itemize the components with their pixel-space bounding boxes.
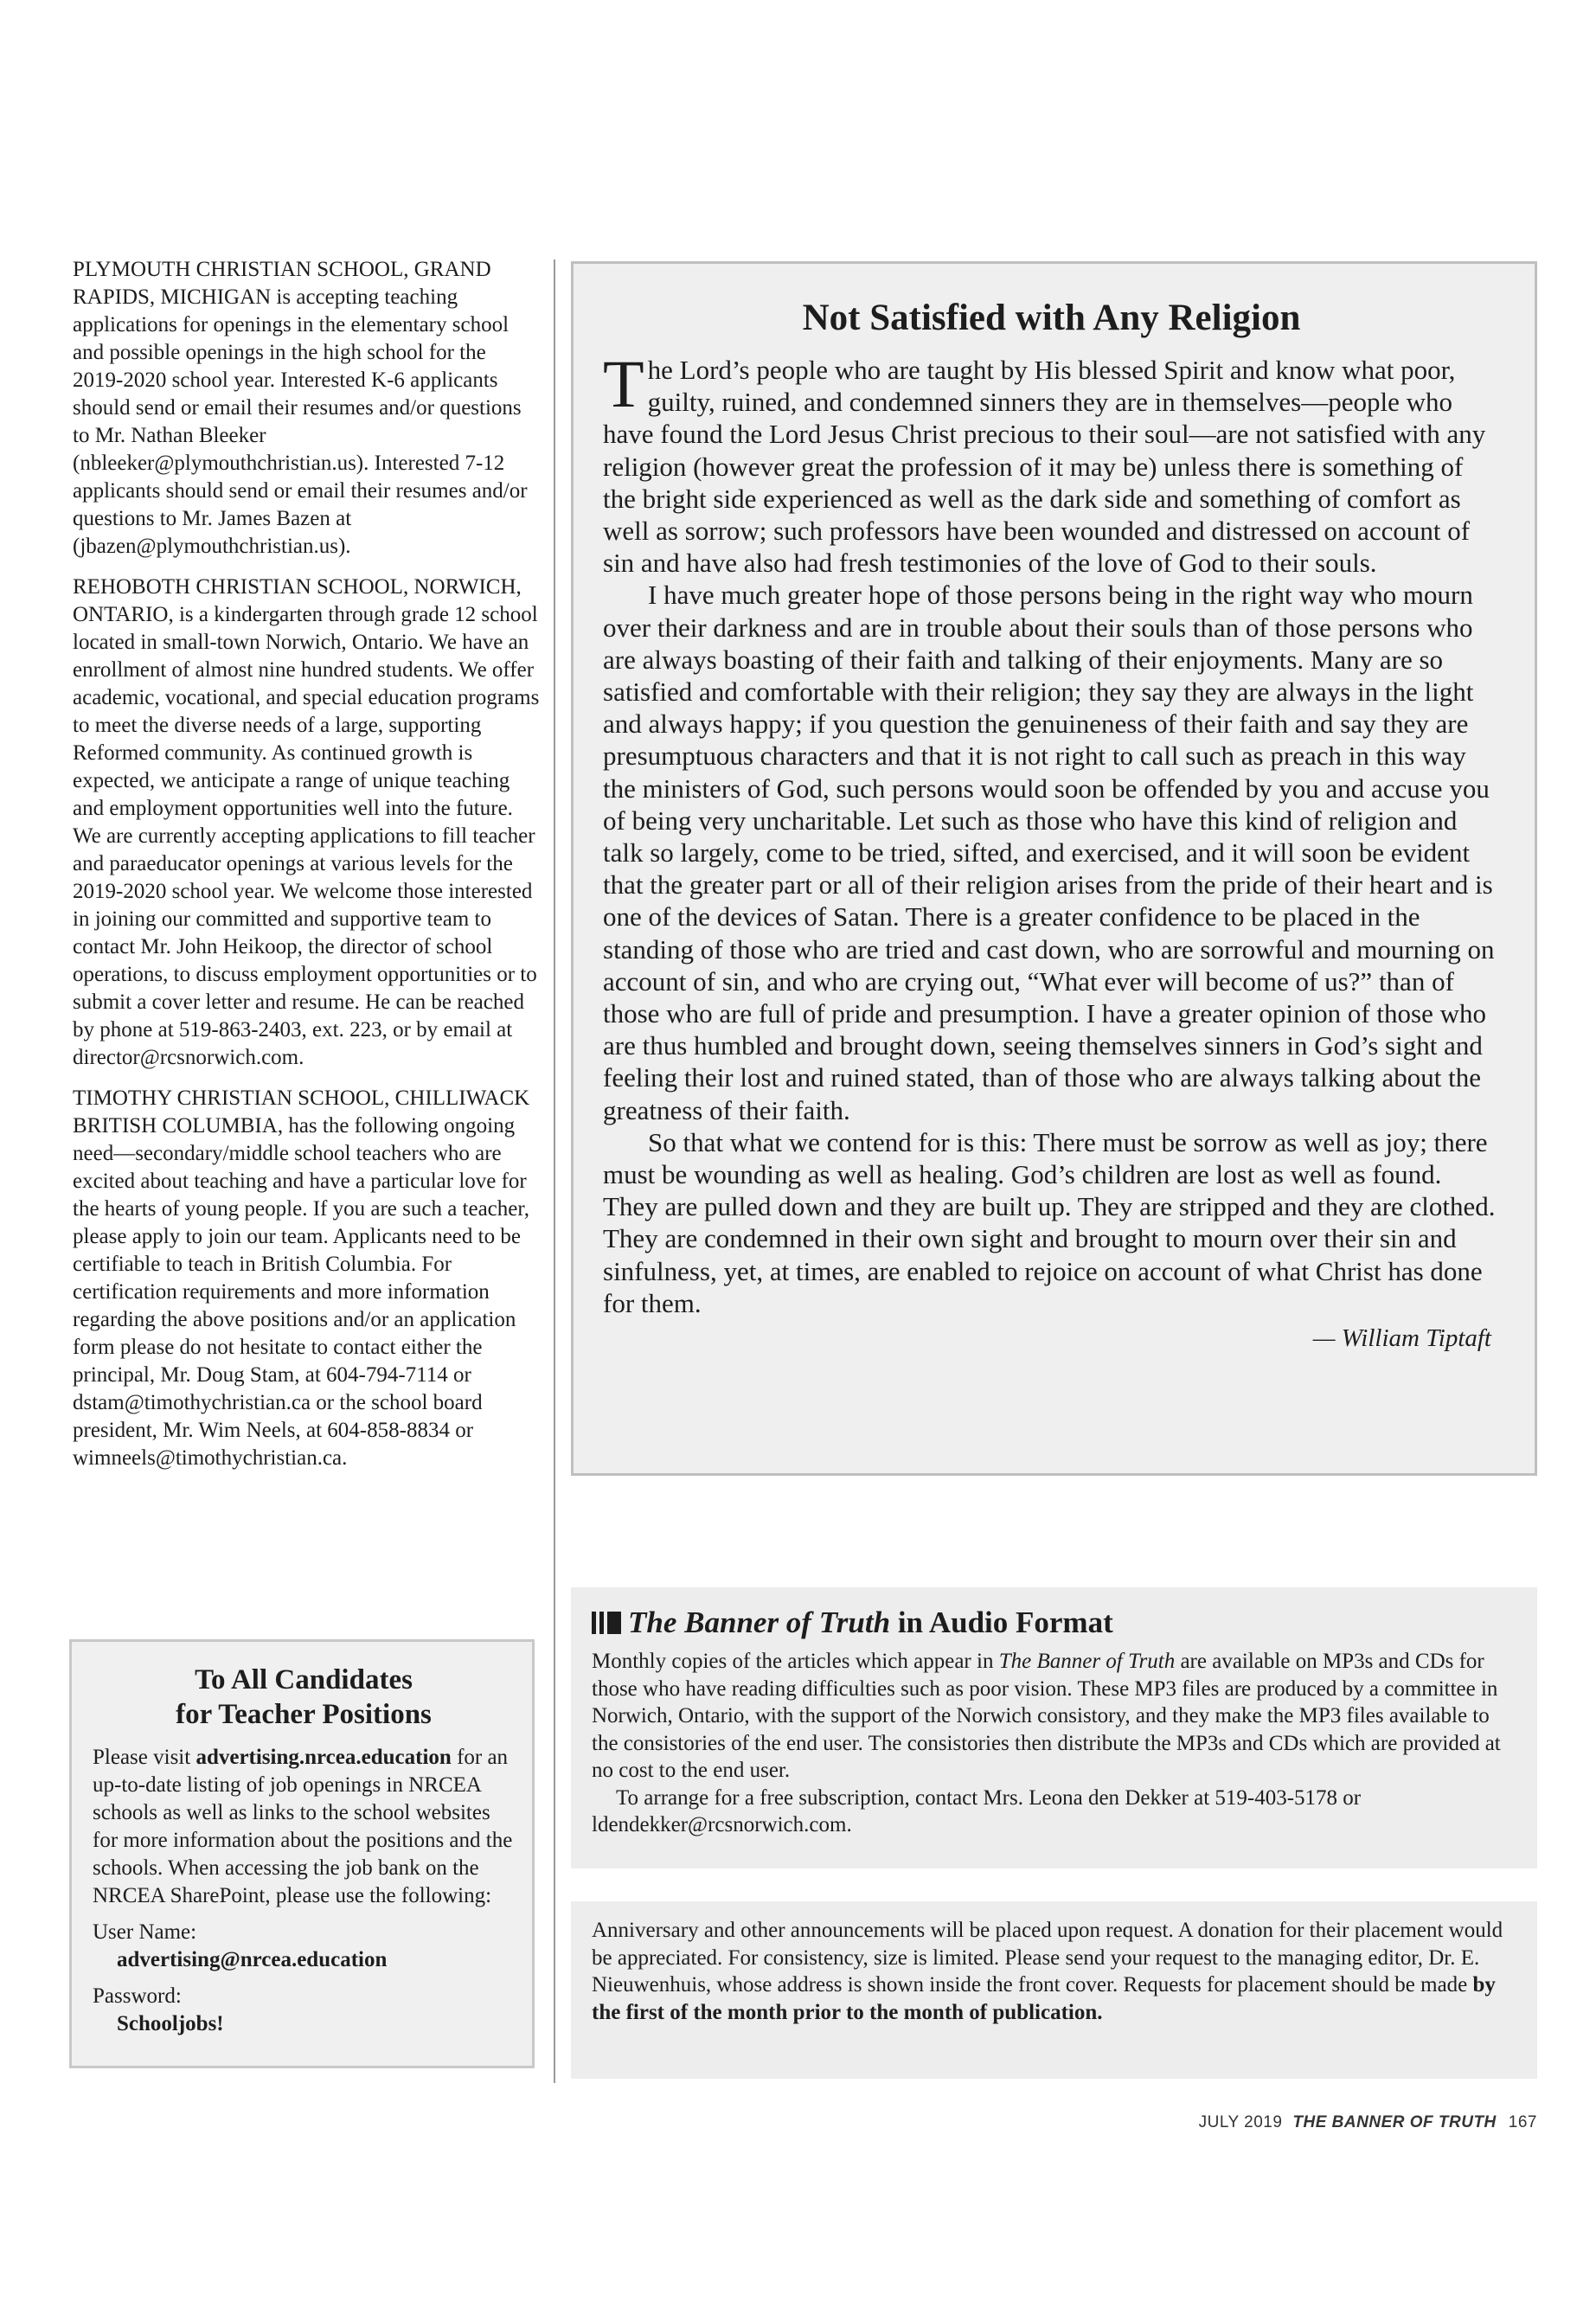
- candidates-body: [93, 1744, 515, 1910]
- password-value: Schooljobs!: [117, 2012, 224, 2035]
- ad-timothy-christian: TIMOTHY CHRISTIAN SCHOOL, CHILLIWACK BRITISH COLUMBIA, has the following ongoing need—secondary/middle school teachers who are excited about teaching and have a particular love for the hearts of young people. If you are such a teacher, please apply to join our team. Applicants need to be certifiable to teach in British Columbia. For certification requirements and more information regarding the above positions and/or an application form please do not hesitate to contact either the principal, Mr. Doug Stam, at 604-794-7114 or dstam@timothychristian.ca or the school board president, Mr. Wim Neels, at 604-858-8834 or wimneels@timothychristian.ca.: [73, 1086, 530, 1470]
- page-number: 167: [1508, 2113, 1537, 2131]
- article-paragraph-3: So that what we contend for is this: There must be sorrow as well as joy; there must be wounding as well as healing. God’s children are lost as well as found. They are pulled down and they are built up. They are stripped and they are clothed. They are condemned in their own sight and brought to mourn over their sin and sinfulness, yet, at times, are enabled to rejoice on account of what Christ has done for them.: [603, 1126, 1496, 1318]
- job-bank-link[interactable]: advertising.nrcea.education: [195, 1746, 452, 1769]
- candidates-body-post: for an up-to-date listing of job openings in NRCEA schools as well as links to the school websites for more information about the positions and the schools. When accessing the job bank on the NRCEA SharePoint, please use the following:: [93, 1746, 513, 1907]
- audio-heading: [592, 1605, 1516, 1641]
- article-paragraph-1-text: he Lord’s people who are taught by His blessed Spirit and know what poor, guilty, ruined, and condemned sinners they are in themselves—people who have found the Lord Jesus Christ precious to their soul—are not satisfied with any religion (however great the profession of it may be) unless there is something of the bright side experienced as well as the dark side and something of comfort as well as sorrow; such professors have been wounded and distressed on account of sin and have also had fresh testimonies of the love of God to their souls.: [603, 355, 1486, 579]
- drop-cap: T: [603, 346, 644, 421]
- candidates-title-line1: To All Candidates: [195, 1664, 413, 1695]
- article-title: Not Satisfied with Any Religion: [802, 298, 1301, 338]
- article-paragraph-1: [603, 346, 1500, 579]
- candidates-box: [69, 1639, 535, 2068]
- audio-heading-italic: The Banner of Truth: [628, 1606, 891, 1639]
- candidates-title-line2: for Teacher Positions: [176, 1699, 432, 1730]
- audio-paragraph-1: [592, 1648, 1516, 1785]
- audio-heading-rest: in Audio Format: [890, 1606, 1113, 1639]
- candidates-title: [93, 1663, 515, 1732]
- page-footer: [952, 2113, 1537, 2132]
- audio-p1-post: are available on MP3s and CDs for those who have reading difficulties such as poor vision. These MP3 files are produced by a committee in Norwich, Ontario, with the support of the Norwich consistory, and they make the MP3 files available to the consistories of the end user. The consistories then distribute the MP3s and CDs which are provided at no cost to the end user.: [592, 1650, 1501, 1782]
- password-label: Password:: [93, 1984, 182, 2008]
- column-divider: [554, 260, 555, 2083]
- article-author: — William Tiptaft: [1312, 1324, 1491, 1353]
- audio-format-box: [571, 1587, 1537, 1868]
- audio-body: [592, 1648, 1516, 1839]
- username-value: advertising@nrcea.education: [117, 1948, 388, 1971]
- job-listings-column: [73, 256, 542, 1485]
- footer-publication: THE BANNER OF TRUTH: [1292, 2113, 1497, 2131]
- ad-rehoboth-christian: REHOBOTH CHRISTIAN SCHOOL, NORWICH, ONTARIO, is a kindergarten through grade 12 school located in small-town Norwich, Ontario. We have an enrollment of almost nine hundred students. We offer academic, vocational, and special education programs to meet the diverse needs of a large, supporting Reformed community. As continued growth is expected, we anticipate a range of unique teaching and employment opportunities well into the future. We are currently accepting applications to fill teacher and paraeducator openings at various levels for the 2019-2020 school year. We welcome those interested in joining our committed and supportive team to contact Mr. John Heikoop, the director of school operations, to discuss employment opportunities or to submit a cover letter and resume. He can be reached by phone at 519-863-2403, ext. 223, or by email at director@rcsnorwich.com.: [73, 575, 540, 1069]
- ad-plymouth-christian: PLYMOUTH CHRISTIAN SCHOOL, GRAND RAPIDS, MICHIGAN is accepting teaching applications for openings in the elementary school and possible openings in the high school for the 2019-2020 school year. Interested K-6 applicants should send or email their resumes and/or questions to Mr. Nathan Bleeker (nbleeker@plymouthchristian.us). Interested 7-12 applicants should send or email their resumes and/or questions to Mr. James Bazen at (jbazen@plymouthchristian.us).: [73, 258, 528, 558]
- article-body: [603, 346, 1500, 1354]
- announcements-text-main: Anniversary and other announcements will be placed upon request. A donation for their placement would be appreciated. For consistency, size is limited. Please send your request to the managing editor, Dr. E. Nieuwenhuis, whose address is shown inside the front cover. Requests for placement should be made: [592, 1919, 1503, 1997]
- announcements-deadline: by the first of the month prior to the month of publication.: [592, 1973, 1496, 2024]
- audio-p1-pre: Monthly copies of the articles which appear in: [592, 1650, 999, 1673]
- article-box: [571, 261, 1537, 1476]
- footer-date: JULY 2019: [1198, 2113, 1283, 2131]
- announcements-text: [592, 1917, 1516, 2026]
- article-paragraph-2: I have much greater hope of those persons being in the right way who mourn over their darkness and are in trouble about their souls than of those persons who are always boasting of their faith and talking of their enjoyments. Many are so satisfied and comfortable with their religion; they say they are always in the light and always happy; if you question the genuineness of their faith and say they are presumptuous characters and that it is not right to call such as preach in this way the ministers of God, such persons would soon be offended by you and accuse you of being very uncharitable. Let such as those who have this kind of religion and talk so largely, come to be tried, sifted, and exercised, and it will soon be evident that the greater part or all of their religion arises from the pride of their heart and is one of the devices of Satan. There is a greater confidence to be placed in the standing of those who are tried and cast down, who are sorrowful and mourning on account of sin, and who are crying out, “What ever will become of us?” than of those who are full of pride and presumption. I have a greater opinion of those who are thus humbled and brought down, seeing themselves sinners in God’s sight and feeling their lost and ruined stated, than of those who are always talking about the greatness of their faith.: [603, 580, 1495, 1125]
- candidates-body-pre: Please visit: [93, 1746, 196, 1769]
- announcements-box: [571, 1901, 1537, 2079]
- audio-paragraph-2: To arrange for a free subscription, contact Mrs. Leona den Dekker at 519-403-5178 or ldendekker@rcsnorwich.com.: [592, 1785, 1362, 1836]
- bars-icon: [592, 1612, 623, 1634]
- username-label: User Name:: [93, 1920, 197, 1944]
- audio-p1-italic: The Banner of Truth: [998, 1650, 1176, 1673]
